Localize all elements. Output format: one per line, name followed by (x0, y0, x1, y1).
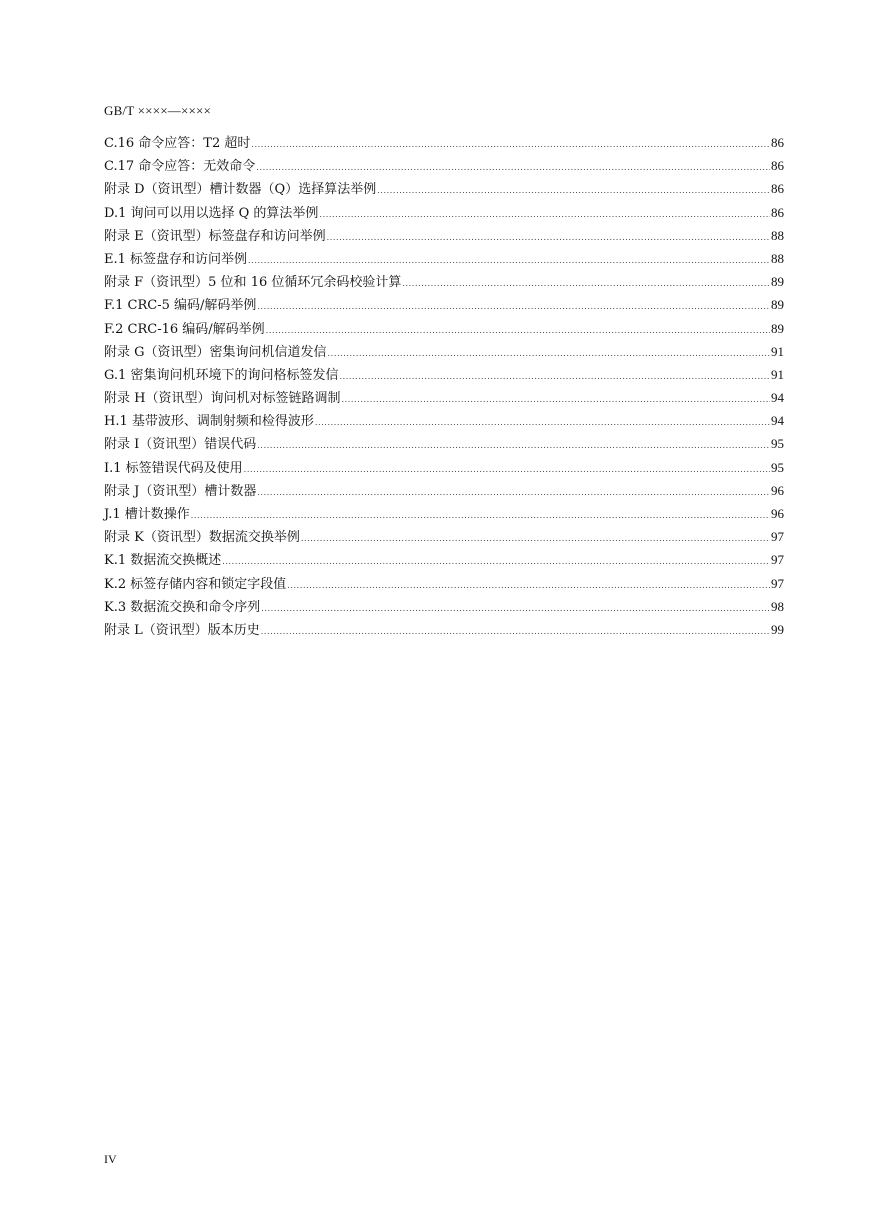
toc-entry-title: 附录 I（资讯型）错误代码 (104, 437, 257, 453)
toc-dot-leader (319, 203, 770, 226)
toc-entry-title: 附录 F（资讯型）5 位和 16 位循环冗余码校验计算 (104, 275, 402, 291)
toc-entry-page-number: 91 (771, 366, 784, 382)
toc-entry-title: J.1 槽计数操作 (104, 507, 190, 522)
toc-entry-title: 附录 H（资讯型）询问机对标签链路调制 (104, 391, 341, 407)
toc-entry-page-number: 97 (771, 529, 784, 545)
toc-dot-leader (222, 550, 770, 573)
toc-entry[interactable] (104, 525, 784, 548)
page-number: IV (104, 1152, 117, 1166)
toc-entry-page-number: 91 (771, 343, 784, 359)
toc-entry-title: 附录 K（资讯型）数据流交换举例 (104, 530, 300, 546)
toc-entry-page-number: 89 (771, 297, 784, 313)
toc-dot-leader (328, 342, 770, 365)
toc-dot-leader (377, 179, 770, 202)
toc-entry-page-number: 94 (771, 413, 784, 429)
toc-entry-page-number: 95 (771, 436, 784, 452)
toc-entry[interactable] (104, 201, 784, 224)
toc-dot-leader (251, 133, 770, 156)
toc-dot-leader (287, 574, 770, 597)
toc-entry-title: K.2 标签存储内容和锁定字段值 (104, 576, 287, 592)
toc-entry-page-number: 94 (771, 390, 784, 406)
toc-entry[interactable] (104, 131, 784, 154)
toc-entry-title: D.1 询问可以用以选择 Q 的算法举例 (104, 205, 319, 221)
toc-entry[interactable] (104, 363, 784, 386)
toc-entry[interactable] (104, 154, 784, 177)
toc-entry-page-number: 86 (771, 181, 784, 197)
toc-entry-title: 附录 D（资讯型）槽计数器（Q）选择算法举例 (104, 182, 377, 198)
toc-entry-page-number: 95 (771, 459, 784, 475)
toc-entry-title: H.1 基带波形、调制射频和检得波形 (104, 414, 314, 430)
toc-entry[interactable] (104, 270, 784, 293)
toc-entry[interactable] (104, 548, 784, 571)
toc-entry[interactable] (104, 247, 784, 270)
toc-dot-leader (261, 597, 770, 620)
toc-entry-page-number: 96 (771, 482, 784, 498)
toc-entry-title: G.1 密集询问机环境下的询问格标签发信 (104, 367, 339, 383)
toc-entry-title: F.2 CRC-16 编码/解码举例 (104, 321, 265, 337)
toc-entry-page-number: 97 (771, 552, 784, 568)
toc-entry-page-number: 86 (771, 135, 784, 150)
toc-dot-leader (257, 295, 770, 318)
toc-entry-title: 附录 J（资讯型）槽计数器 (104, 483, 257, 499)
toc-entry[interactable] (104, 502, 784, 525)
toc-dot-leader (402, 272, 770, 295)
toc-dot-leader (191, 504, 770, 527)
toc-entry-page-number: 89 (771, 320, 784, 336)
toc-entry[interactable] (104, 456, 784, 479)
toc-dot-leader (257, 481, 770, 504)
toc-entry-title: K.3 数据流交换和命令序列 (104, 599, 261, 615)
toc-entry[interactable] (104, 224, 784, 247)
toc-entry[interactable] (104, 572, 784, 595)
toc-entry-title: 附录 G（资讯型）密集询问机信道发信 (104, 344, 327, 360)
standard-code-header: GB/T ××××—×××× (104, 103, 212, 118)
toc-entry-title: I.1 标签错误代码及使用 (104, 460, 243, 476)
toc-dot-leader (301, 527, 770, 550)
toc-entry[interactable] (104, 479, 784, 502)
toc-entry-page-number: 89 (771, 274, 784, 290)
toc-entry[interactable] (104, 432, 784, 455)
toc-entry-title: F.1 CRC-5 编码/解码举例 (104, 298, 257, 314)
toc-entry-title: 附录 L（资讯型）版本历史 (104, 622, 260, 638)
toc-dot-leader (248, 249, 770, 272)
toc-entry-page-number: 88 (771, 250, 784, 266)
toc-entry[interactable] (104, 293, 784, 316)
toc-dot-leader (256, 156, 770, 179)
toc-entry-page-number: 88 (771, 227, 784, 243)
table-of-contents (104, 131, 784, 641)
toc-dot-leader (315, 411, 770, 434)
toc-entry[interactable] (104, 177, 784, 200)
toc-entry-page-number: 98 (771, 598, 784, 614)
toc-entry-page-number: 99 (771, 621, 784, 637)
toc-entry[interactable] (104, 595, 784, 618)
toc-entry-page-number: 97 (771, 575, 784, 591)
toc-entry[interactable] (104, 386, 784, 409)
toc-dot-leader (266, 319, 770, 342)
toc-entry[interactable] (104, 340, 784, 363)
toc-dot-leader (244, 458, 770, 481)
toc-dot-leader (339, 365, 770, 388)
toc-entry-title: K.1 数据流交换概述 (104, 553, 222, 569)
toc-dot-leader (257, 434, 770, 457)
toc-dot-leader (261, 620, 770, 643)
toc-entry-title: 附录 E（资讯型）标签盘存和访问举例 (104, 228, 326, 244)
toc-dot-leader (341, 388, 770, 411)
toc-entry[interactable] (104, 317, 784, 340)
toc-entry[interactable] (104, 409, 784, 432)
toc-entry-title: C.16 命令应答：T2 超时 (104, 136, 251, 151)
toc-entry-title: E.1 标签盘存和访问举例 (104, 251, 248, 267)
toc-entry[interactable] (104, 618, 784, 641)
toc-entry-page-number: 96 (771, 506, 784, 521)
toc-entry-page-number: 86 (771, 204, 784, 220)
toc-dot-leader (327, 226, 770, 249)
toc-entry-page-number: 86 (771, 158, 784, 174)
toc-entry-title: C.17 命令应答：无效命令 (104, 159, 256, 175)
